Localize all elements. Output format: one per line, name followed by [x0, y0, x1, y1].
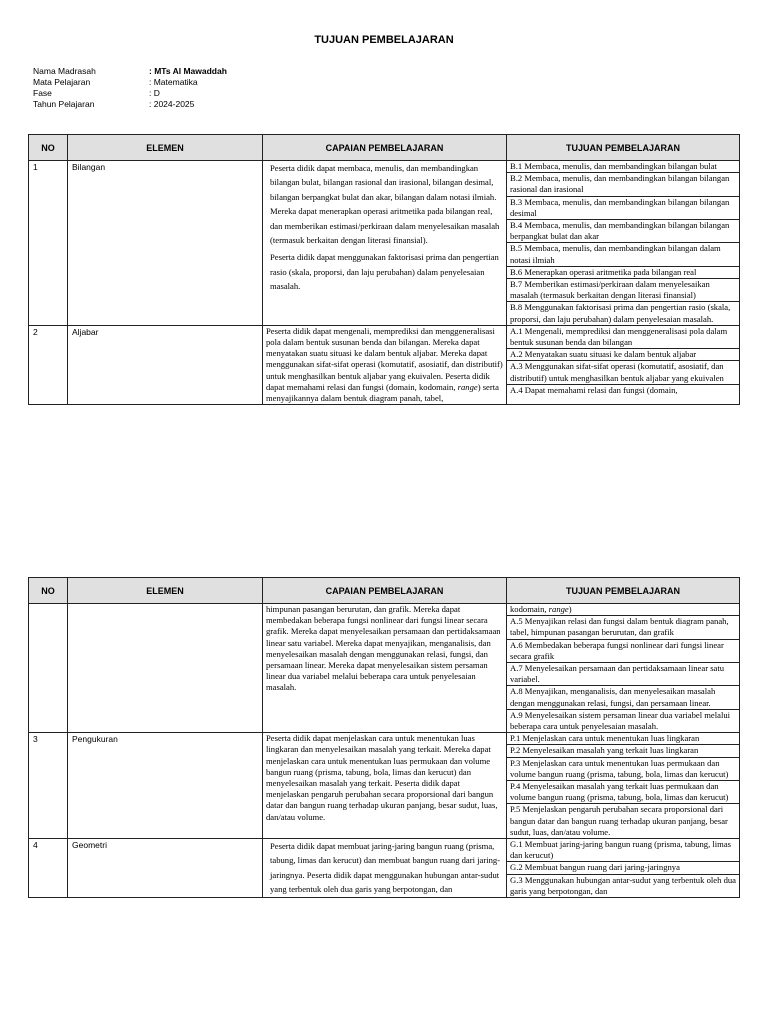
tujuan-item: B.7 Memberikan estimasi/perkiraan dalam menyelesaikan masalah (termasuk berkaitan dengan literasi finansial): [507, 279, 739, 302]
header-elemen: ELEMEN: [68, 578, 263, 604]
tujuan-item: P.3 Menjelaskan cara untuk menentukan luas permukaan dan volume bangun ruang (prisma, tabung, bola, limas dan kerucut): [507, 758, 739, 781]
tujuan-item: P.2 Menyelesaikan masalah yang terkait luas lingkaran: [507, 745, 739, 757]
tujuan-item: B.3 Membaca, menulis, dan membandingkan bilangan bilangan desimal: [507, 197, 739, 220]
tujuan-item: B.8 Menggunakan faktorisasi prima dan pengertian rasio (skala, proporsi, dan laju perubahan) dalam penyelesaian masalah.: [510, 302, 731, 324]
row-number: 2: [29, 325, 68, 404]
meta-label: Tahun Pelajaran: [33, 99, 95, 109]
row-elemen: Pengukuran: [68, 733, 263, 839]
tujuan-item: A.2 Menyatakan suatu situasi ke dalam bentuk aljabar: [507, 349, 739, 361]
header-capaian: CAPAIAN PEMBELAJARAN: [263, 578, 507, 604]
tujuan-item: P.5 Menjelaskan pengaruh perubahan secara proporsional dari bangun datar dan bangun ruang terhadap ukuran panjang, besar sudut, luas, dan/atau volume.: [510, 804, 728, 837]
tujuan-range-term: range: [548, 604, 569, 614]
meta-label: Fase: [33, 88, 52, 98]
row-number: 4: [29, 839, 68, 898]
row-tujuan: [507, 839, 740, 898]
tujuan-item: B.1 Membaca, menulis, dan membandingkan bilangan bulat: [507, 161, 739, 173]
page-title: TUJUAN PEMBELAJARAN: [314, 34, 454, 46]
tujuan-text: kodomain,: [510, 604, 549, 614]
tujuan-item: G.2 Membuat bangun ruang dari jaring-jaringnya: [507, 862, 739, 874]
capaian-range-term: range: [457, 381, 478, 392]
header-capaian: CAPAIAN PEMBELAJARAN: [263, 135, 507, 161]
tujuan-item: A.9 Menyelesaikan sistem persaman linear dua variabel melalui beberapa cara untuk penyelesaian masalah.: [510, 709, 731, 732]
tujuan-item: A.7 Menyelesaikan persamaan dan pertidaksamaan linear satu variabel.: [507, 663, 739, 686]
capaian-paragraph: Peserta didik dapat membaca, menulis, dan membandingkan bilangan bulat, bilangan rasional dan irasional, bilangan desimal, bilangan berpangkat bulat dan akar, bilangan dalam notasi ilmiah. Mereka dapat menerapkan operasi aritmetika pada bilangan real, dan memberikan estimasi/perkiraan dalam menyelesaikan masalah (termasuk berkaitan dengan literasi finansial).: [270, 163, 500, 246]
meta-label: Mata Pelajaran: [33, 77, 91, 87]
row-number: 1: [29, 161, 68, 326]
capaian-text: ) serta menyajikannya dalam bentuk diagram panah, tabel,: [266, 381, 499, 404]
tujuan-item: [507, 604, 739, 616]
tujuan-item: B.2 Membaca, menulis, dan membandingkan bilangan bilangan rasional dan irasional: [507, 173, 739, 196]
header-no: NO: [29, 135, 68, 161]
row-tujuan: [507, 604, 740, 733]
row-elemen: Geometri: [68, 839, 263, 898]
meta-value: : D: [149, 88, 160, 98]
row-capaian: himpunan pasangan berurutan, dan grafik. Mereka dapat membedakan beberapa fungsi nonlinear dari fungsi linear secara grafik. Mereka dapat menyelesaikan persamaan dan pertidaksamaan linear satu variabel. Mereka dapat menyajikan, menganalisis, dan menyelesaikan masalah dengan menggunakan relasi, fungsi, dan persamaan linear. Mereka dapat menyelesaikan sistem persaman linear dua variabel melalui beberapa cara untuk penyelesaian masalah.: [263, 604, 507, 733]
row-number-empty: [29, 604, 68, 733]
tujuan-item: G.1 Membuat jaring-jaring bangun ruang (prisma, tabung, limas dan kerucut): [507, 839, 739, 862]
table-row: [29, 733, 740, 839]
tujuan-item: A.3 Menggunakan sifat-sifat operasi (komutatif, asosiatif, dan distributif) untuk menghasilkan bentuk aljabar yang ekuivalen: [507, 361, 739, 384]
meta-value: : Matematika: [149, 77, 198, 87]
tujuan-text: ): [568, 604, 572, 614]
table-header-row: [29, 578, 740, 604]
tujuan-item: B.6 Menerapkan operasi aritmetika pada bilangan real: [507, 267, 739, 279]
table-row: [29, 839, 740, 898]
tujuan-item: A.4 Dapat memahami relasi dan fungsi (domain,: [510, 384, 678, 395]
learning-objectives-table-page-2: [28, 577, 740, 898]
header-elemen: ELEMEN: [68, 135, 263, 161]
capaian-text: Peserta didik dapat mengenali, memprediksi dan menggeneralisasi pola dalam bentuk susunan benda dan bilangan. Mereka dapat menyatakan suatu situasi ke dalam bentuk aljabar. Mereka dapat menggunakan sifat-sifat operasi (komutatif, asosiatif, dan distributif) untuk menghasilkan bentuk aljabar yang ekuivalen. Peserta didik dapat memahami relasi dan fungsi (domain, kodomain,: [266, 325, 503, 392]
row-number: 3: [29, 733, 68, 839]
row-elemen-empty: [68, 604, 263, 733]
tujuan-item: A.6 Membedakan beberapa fungsi nonlinear dari fungsi linear secara grafik: [507, 640, 739, 663]
tujuan-item: B.5 Membaca, menulis, dan membandingkan bilangan dalam notasi ilmiah: [507, 243, 739, 266]
header-tujuan: TUJUAN PEMBELAJARAN: [507, 578, 740, 604]
tujuan-item: B.4 Membaca, menulis, dan membandingkan bilangan bilangan berpangkat bulat dan akar: [507, 220, 739, 243]
meta-label: Nama Madrasah: [33, 66, 96, 76]
tujuan-item: P.4 Menyelesaikan masalah yang terkait luas permukaan dan volume bangun ruang (prisma, tabung, bola, limas dan kerucut): [507, 781, 739, 804]
row-capaian: Peserta didik dapat menjelaskan cara untuk menentukan luas lingkaran dan menyelesaikan masalah yang terkait. Mereka dapat menjelaskan cara untuk menentukan luas permukaan dan volume bangun ruang (prisma, tabung, bola, limas dan kerucut) dan menyelesaikan masalah yang terkait. Peserta didik dapat menjelaskan pengaruh perubahan secara proporsional dari bangun datar dan bangun ruang terhadap ukuran panjang, besar sudut, luas, dan/atau volume.: [263, 733, 507, 839]
capaian-paragraph: Peserta didik dapat menggunakan faktorisasi prima dan pengertian rasio (skala, proporsi, dan laju perubahan) dalam penyelesaian masalah.: [270, 252, 499, 292]
meta-value: : MTs Al Mawaddah: [149, 66, 227, 76]
tujuan-item: P.1 Menjelaskan cara untuk menentukan luas lingkaran: [507, 733, 739, 745]
meta-value: : 2024-2025: [149, 99, 195, 109]
tujuan-item: A.1 Mengenali, memprediksi dan menggeneralisasi pola dalam bentuk susunan benda dan bilangan: [507, 326, 739, 349]
tujuan-item: A.5 Menyajikan relasi dan fungsi dalam bentuk diagram panah, tabel, himpunan pasangan berurutan, dan grafik: [507, 616, 739, 639]
table-row: [29, 604, 740, 733]
header-no: NO: [29, 578, 68, 604]
header-tujuan: TUJUAN PEMBELAJARAN: [507, 135, 740, 161]
row-capaian: Peserta didik dapat membuat jaring-jaring bangun ruang (prisma, tabung, limas dan kerucut) dan membuat bangun ruang dari jaring-jaringnya. Peserta didik dapat menggunakan hubungan antar-sudut yang terbentuk oleh dua garis yang berpotongan, dan: [263, 839, 507, 898]
row-elemen: Bilangan: [68, 161, 263, 326]
tujuan-item: A.8 Menyajikan, menganalisis, dan menyelesaikan masalah dengan menggunakan relasi, fungsi, dan persamaan linear.: [507, 686, 739, 709]
row-tujuan: [507, 733, 740, 839]
tujuan-item: G.3 Menggunakan hubungan antar-sudut yang terbentuk oleh dua garis yang berpotongan, dan: [510, 874, 736, 896]
row-elemen: Aljabar: [68, 325, 263, 404]
